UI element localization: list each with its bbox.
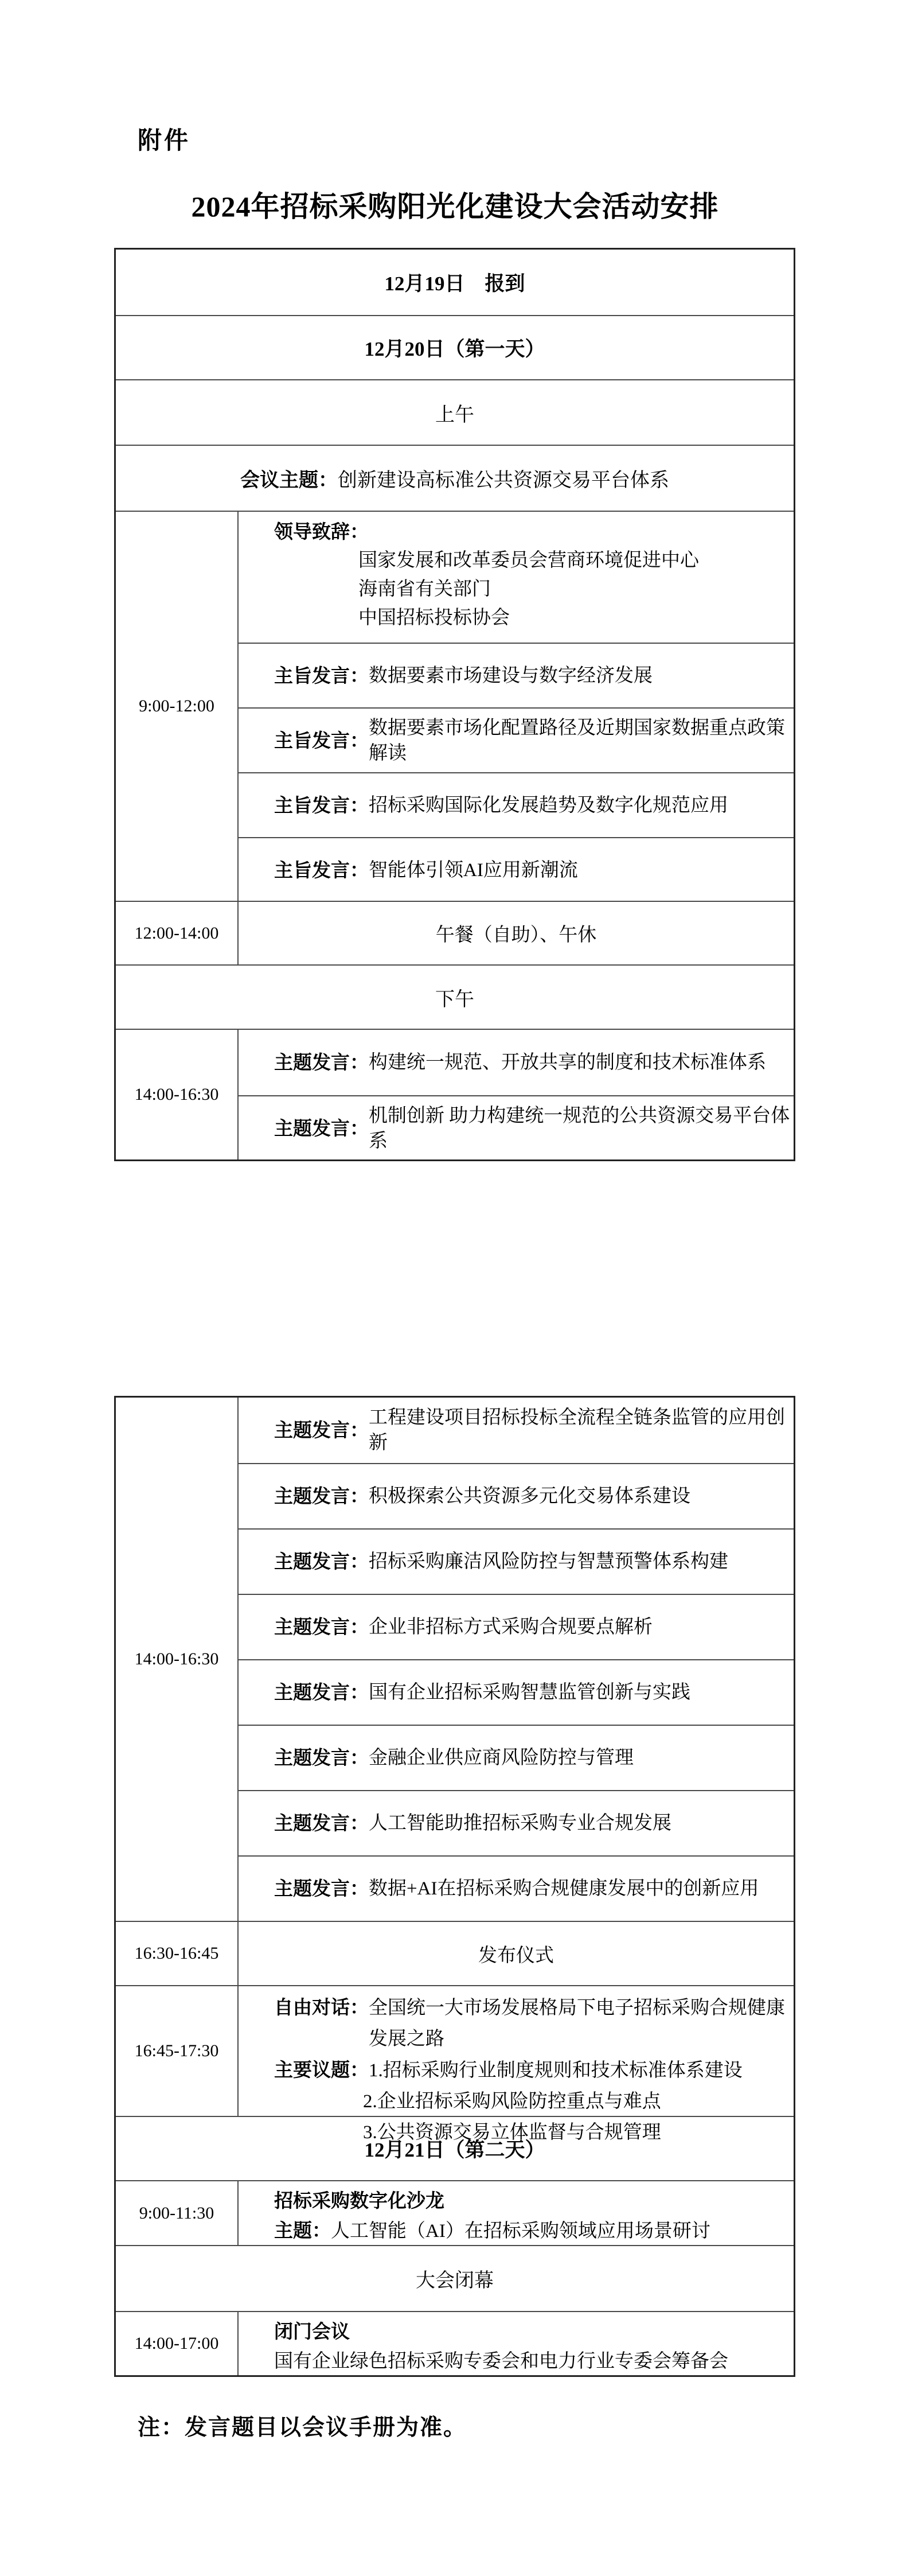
section-afternoon-session-day1 — [116, 1029, 794, 1159]
time-label: 14:00-16:30 — [134, 1085, 219, 1104]
talk-text: 国有企业招标采购智慧监管创新与实践 — [369, 1682, 690, 1703]
keynote-text: 招标采购国际化发展趋势及数字化规范应用 — [369, 795, 728, 816]
closed-meeting-title: 闭门会议 — [274, 2321, 350, 2342]
cell-talk-3 — [239, 1528, 794, 1594]
talk-text: 构建统一规范、开放共享的制度和技术标准体系 — [369, 1052, 766, 1073]
conference-theme-label: 会议主题： — [240, 469, 338, 491]
cell-release-text — [237, 1922, 794, 1985]
talk-label: 主题发言： — [274, 1616, 369, 1637]
talk-label: 主题发言： — [274, 1052, 369, 1073]
talk-label: 主题发言： — [274, 1747, 369, 1768]
row-date-dec19 — [116, 250, 794, 315]
time-label: 12:00-14:00 — [134, 923, 219, 943]
time-label: 9:00-12:00 — [139, 696, 214, 715]
salon-topic-label: 主题： — [274, 2220, 331, 2241]
morning-session-content — [237, 512, 794, 901]
section-afternoon-session-cont — [116, 1398, 794, 1921]
cell-talk-2 — [239, 1463, 794, 1528]
cell-keynote-3 — [239, 772, 794, 837]
talk-label: 主题发言： — [274, 1551, 369, 1572]
row-digital-salon — [116, 2180, 794, 2245]
talk-label: 主题发言： — [274, 1812, 369, 1834]
date-dec21-label: 12月21日（第二天） — [364, 2139, 545, 2161]
row-afternoon — [116, 964, 794, 1029]
talk-text: 金融企业供应商风险防控与管理 — [369, 1748, 634, 1768]
date-dec19-label: 12月19日 报到 — [384, 273, 525, 295]
row-release-ceremony — [116, 1921, 794, 1985]
talk-label: 主题发言： — [274, 1485, 369, 1507]
cell-time-dialogue — [116, 1986, 237, 2116]
cell-time-salon — [116, 2181, 237, 2245]
time-label: 14:00-16:30 — [134, 1649, 219, 1668]
row-morning — [116, 379, 794, 445]
talk-text: 积极探索公共资源多元化交易体系建设 — [369, 1486, 690, 1507]
conference-theme-text: 创新建设高标准公共资源交易平台体系 — [338, 470, 669, 491]
document-title: 2024年招标采购阳光化建设大会活动安排 — [191, 190, 719, 223]
topics-label: 主要议题： — [274, 2059, 369, 2080]
cell-talk-1 — [239, 1398, 794, 1463]
dialogue-label: 自由对话： — [274, 1997, 369, 2018]
cell-time-lunch — [116, 902, 237, 964]
afternoon-label: 下午 — [435, 989, 474, 1010]
cell-talk-4 — [239, 1594, 794, 1659]
talk-text: 人工智能助推招标采购专业合规发展 — [369, 1813, 671, 1834]
cell-talk-7 — [239, 1790, 794, 1855]
cell-talk-1 — [239, 1030, 794, 1095]
keynote-label: 主旨发言： — [274, 664, 369, 686]
cell-lunch-text — [237, 902, 794, 964]
talk-label: 主题发言： — [274, 1878, 369, 1899]
closed-meeting-text: 国有企业绿色招标采购专委会和电力行业专委会筹备会 — [274, 2351, 728, 2372]
schedule-table-day2 — [114, 1396, 795, 2377]
row-free-dialogue — [116, 1985, 794, 2143]
talk-label: 主题发言： — [274, 1682, 369, 1703]
topic-item-1: 1.招标采购行业制度规则和技术标准体系建设 — [369, 2060, 743, 2081]
cell-talk-2 — [239, 1095, 794, 1161]
time-label: 16:45-17:30 — [134, 2041, 219, 2060]
opening-org-3: 中国招标投标协会 — [358, 608, 510, 628]
time-label: 9:00-11:30 — [139, 2203, 214, 2223]
salon-topic-text: 人工智能（AI）在招标采购领域应用场景研讨 — [331, 2221, 710, 2242]
talk-text: 企业非招标方式采购合规要点解析 — [369, 1617, 653, 1637]
talk-text: 工程建设项目招标投标全流程全链条监管的应用创新 — [369, 1407, 785, 1453]
cell-talk-6 — [239, 1725, 794, 1790]
keynote-text: 数据要素市场建设与数字经济发展 — [369, 665, 653, 686]
morning-label: 上午 — [435, 404, 474, 426]
row-conference-theme — [116, 445, 794, 511]
topic-item-2: 2.企业招标采购风险防控重点与难点 — [363, 2091, 661, 2112]
salon-title: 招标采购数字化沙龙 — [274, 2190, 444, 2211]
cell-keynote-4 — [239, 837, 794, 902]
lunch-text: 午餐（自助）、午休 — [435, 925, 597, 945]
closing-label: 大会闭幕 — [416, 2270, 494, 2291]
cell-time-afternoon-session — [116, 1030, 237, 1159]
row-closed-meeting — [116, 2311, 794, 2375]
keynote-label: 主旨发言： — [274, 859, 369, 881]
section-morning-session — [116, 511, 794, 901]
time-label: 16:30-16:45 — [134, 1944, 219, 1963]
talk-text: 招标采购廉洁风险防控与智慧预警体系构建 — [369, 1551, 728, 1572]
cell-time-release — [116, 1922, 237, 1985]
cell-dialogue — [237, 1986, 794, 2143]
date-dec20-label: 12月20日（第一天） — [364, 338, 545, 360]
dialogue-text: 全国统一大市场发展格局下电子招标采购合规健康发展之路 — [369, 1998, 785, 2049]
cell-keynote-2 — [239, 707, 794, 772]
cell-opening-remarks — [239, 512, 794, 643]
cell-talk-5 — [239, 1659, 794, 1725]
row-lunch — [116, 901, 794, 964]
opening-remarks-label: 领导致辞： — [274, 521, 369, 542]
cell-time-closed-meeting — [116, 2312, 237, 2375]
talk-text: 数据+AI在招标采购合规健康发展中的创新应用 — [369, 1878, 759, 1899]
talk-label: 主题发言： — [274, 1118, 369, 1139]
row-date-dec21 — [116, 2116, 794, 2180]
release-text: 发布仪式 — [478, 1945, 554, 1966]
afternoon-session-content — [237, 1030, 794, 1159]
row-closing — [116, 2245, 794, 2311]
opening-org-1: 国家发展和改革委员会营商环境促进中心 — [358, 550, 699, 571]
keynote-label: 主旨发言： — [274, 794, 369, 816]
keynote-text: 数据要素市场化配置路径及近期国家数据重点政策解读 — [369, 717, 785, 764]
topic-item-3: 3.公共资源交易立体监督与合规管理 — [363, 2122, 661, 2143]
schedule-table-day1 — [114, 248, 795, 1161]
afternoon-session-cont-content — [237, 1398, 794, 1921]
row-date-dec20 — [116, 315, 794, 379]
attachment-label: 附件 — [138, 127, 191, 154]
cell-time-morning-session — [116, 512, 237, 901]
cell-time-afternoon-session-cont — [116, 1398, 237, 1921]
cell-talk-8 — [239, 1855, 794, 1921]
time-label: 14:00-17:00 — [134, 2334, 219, 2353]
opening-org-2: 海南省有关部门 — [358, 579, 491, 600]
talk-text: 机制创新 助力构建统一规范的公共资源交易平台体系 — [369, 1106, 790, 1151]
cell-keynote-1 — [239, 643, 794, 707]
keynote-label: 主旨发言： — [274, 729, 369, 751]
cell-salon — [237, 2181, 794, 2245]
footnote: 注：发言题目以会议手册为准。 — [138, 2415, 467, 2440]
cell-closed-meeting — [237, 2312, 794, 2375]
talk-label: 主题发言： — [274, 1419, 369, 1441]
keynote-text: 智能体引领AI应用新潮流 — [369, 859, 578, 881]
